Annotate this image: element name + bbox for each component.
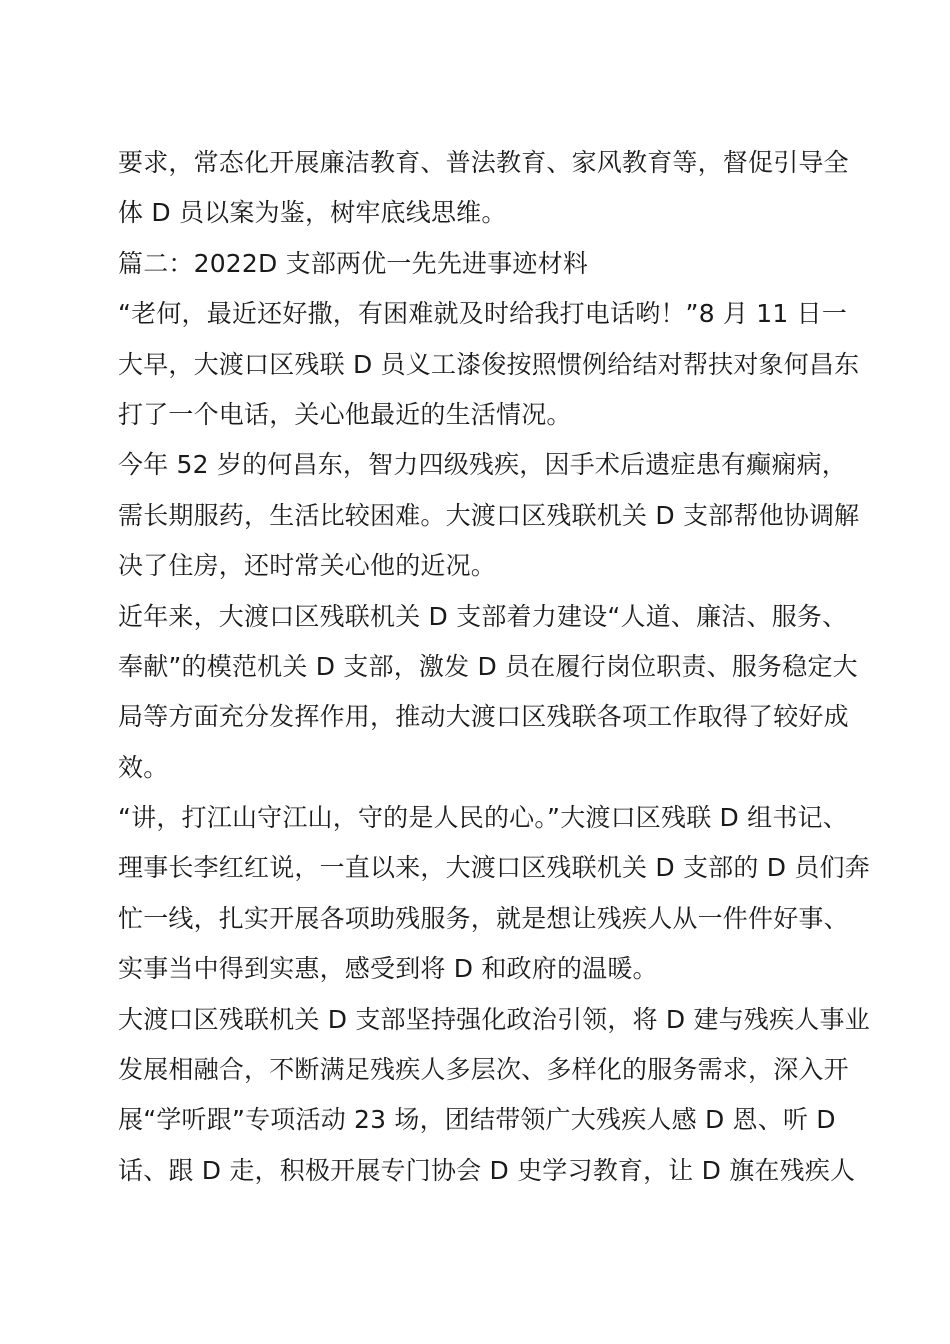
text-line: 打了一个电话，关心他最近的生活情况。: [118, 399, 572, 429]
text-line: 大渡口区残联机关 D 支部坚持强化政治引领，将 D 建与残疾人事业: [118, 1004, 870, 1034]
text-line: 要求，常态化开展廉洁教育、普法教育、家风教育等，督促引导全: [118, 148, 849, 177]
text-line: 效。: [118, 752, 169, 782]
text-line: 局等方面充分发挥作用，推动大渡口区残联各项工作取得了较好成: [118, 702, 849, 732]
text-line: 近年来，大渡口区残联机关 D 支部着力建设“人道、廉洁、服务、: [118, 601, 848, 631]
text-line: 奉献”的模范机关 D 支部，激发 D 员在履行岗位职责、服务稳定大: [118, 651, 858, 681]
section-heading: 篇二：2022D 支部两优一先先进事迹材料: [118, 248, 589, 278]
text-line: 发展相融合，不断满足残疾人多层次、多样化的服务需求，深入开: [118, 1055, 849, 1085]
text-line: “老何，最近还好撒，有困难就及时给我打电话哟！”8 月 11 日一: [118, 299, 848, 329]
text-line: 实事当中得到实惠，感受到将 D 和政府的温暖。: [118, 954, 658, 984]
text-line: 决了住房，还时常关心他的近况。: [118, 551, 497, 581]
text-line: 今年 52 岁的何昌东，智力四级残疾，因手术后遗症患有癫痫病，: [118, 450, 847, 480]
document-body: [118, 138, 878, 1196]
text-line: 大早，大渡口区残联 D 员义工漆俊按照惯例给结对帮扶对象何昌东: [118, 349, 860, 379]
text-line: 忙一线，扎实开展各项助残服务，就是想让残疾人从一件件好事、: [118, 903, 849, 933]
text-line: “讲，打江山守江山，守的是人民的心。”大渡口区残联 D 组书记、: [118, 803, 848, 833]
text-line: 话、跟 D 走，积极开展专门协会 D 史学习教育，让 D 旗在残疾人: [118, 1155, 856, 1185]
text-line: 需长期服药，生活比较困难。大渡口区残联机关 D 支部帮他协调解: [118, 500, 860, 530]
text-line: 展“学听跟”专项活动 23 场，团结带领广大残疾人感 D 恩、听 D: [118, 1105, 836, 1135]
text-line: 理事长李红红说，一直以来，大渡口区残联机关 D 支部的 D 员们奔: [118, 853, 870, 883]
text-line: 体 D 员以案为鉴，树牢底线思维。: [118, 198, 507, 228]
